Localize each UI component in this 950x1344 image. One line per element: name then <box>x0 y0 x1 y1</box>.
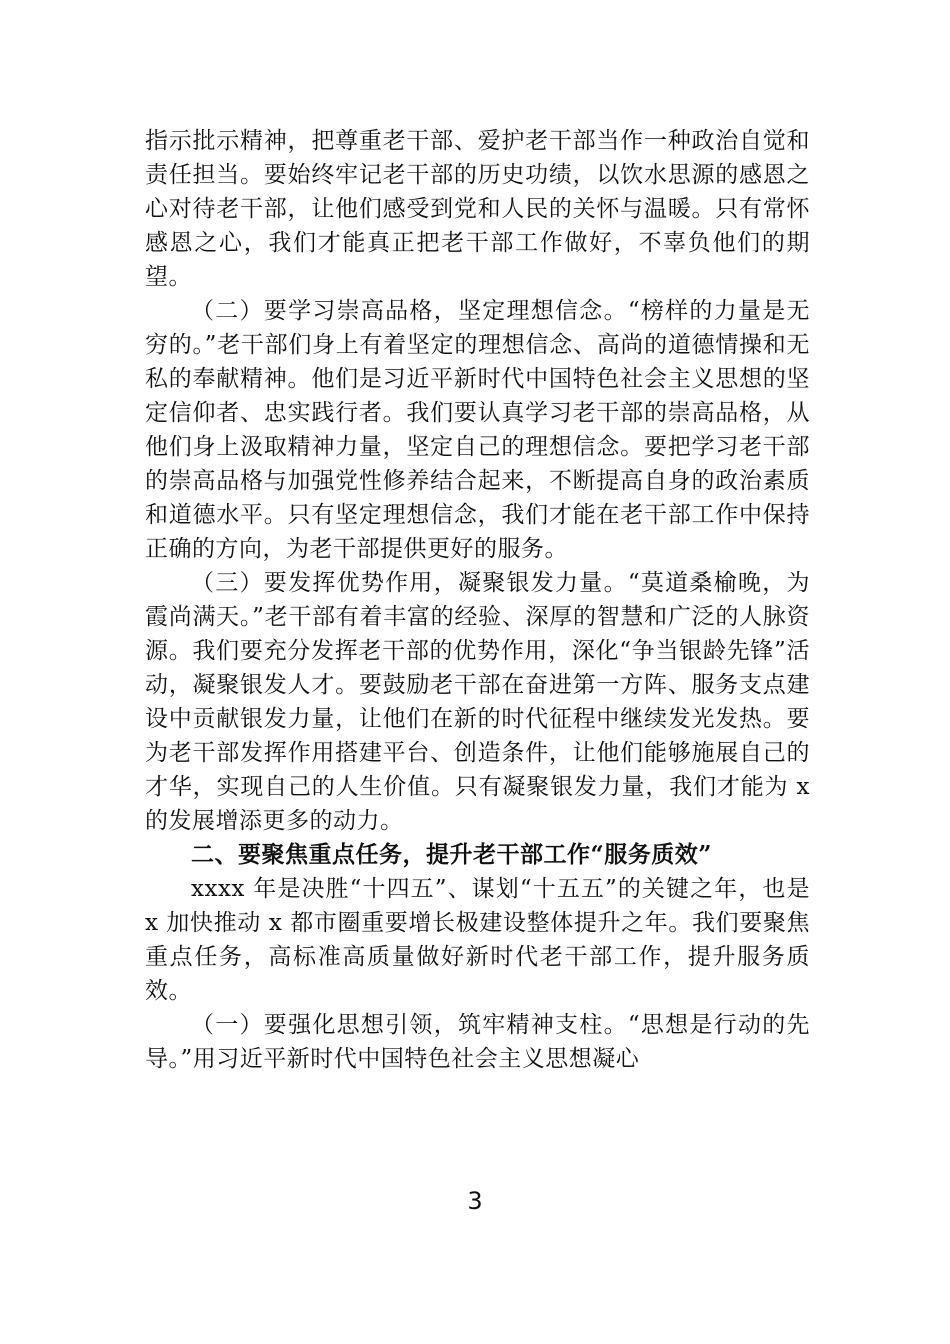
document-body <box>145 124 810 1076</box>
paragraph-gratitude: 指示批示精神，把尊重老干部、爱护老干部当作一种政治自觉和责任担当。要始终牢记老干部的历史功绩，以饮水思源的感恩之心对待老干部，让他们感受到党和人民的关怀与温暖。只有常怀感恩之心，我们才能真正把老干部工作做好，不辜负他们的期望。 <box>145 128 810 290</box>
paragraph-learn-character: （二）要学习崇高品格，坚定理想信念。“榜样的力量是无穷的。”老干部们身上有着坚定的理想信念、高尚的道德情操和无私的奉献精神。他们是习近平新时代中国特色社会主义思想的坚定信仰者、忠实践行者。我们要认真学习老干部的崇高品格，从他们身上汲取精神力量，坚定自己的理想信念。要把学习老干部的崇高品格与加强党性修养结合起来，不断提高自身的政治素质和道德水平。只有坚定理想信念，我们才能在老干部工作中保持正确的方向，为老干部提供更好的服务。 <box>145 298 810 562</box>
paragraph-key-tasks: xxxx 年是决胜“十四五”、谋划“十五五”的关键之年，也是 x 加快推动 x 都市圈重要增长极建设整体提升之年。我们要聚焦重点任务，高标准高质量做好新时代老干部工作，提升服务质效。 <box>145 876 810 1004</box>
paragraph-ideological-guidance: （一）要强化思想引领，筑牢精神支柱。“思想是行动的先导。”用习近平新时代中国特色社会主义思想凝心 <box>145 1012 810 1072</box>
section-heading-2: 二、要聚焦重点任务，提升老干部工作“服务质效” <box>191 841 712 868</box>
page-number: 3 <box>467 1187 483 1215</box>
paragraph-silver-power: （三）要发挥优势作用，凝聚银发力量。“莫道桑榆晚，为霞尚满天。”老干部有着丰富的经验、深厚的智慧和广泛的人脉资源。我们要充分发挥老干部的优势作用，深化“争当银龄先锋”活动，凝聚银发人才。要鼓励老干部在奋进第一方阵、服务支点建设中贡献银发力量，让他们在新的时代征程中继续发光发热。要为老干部发挥作用搭建平台、创造条件，让他们能够施展自己的才华，实现自己的人生价值。只有凝聚银发力量，我们才能为 x 的发展增添更多的动力。 <box>145 570 810 834</box>
